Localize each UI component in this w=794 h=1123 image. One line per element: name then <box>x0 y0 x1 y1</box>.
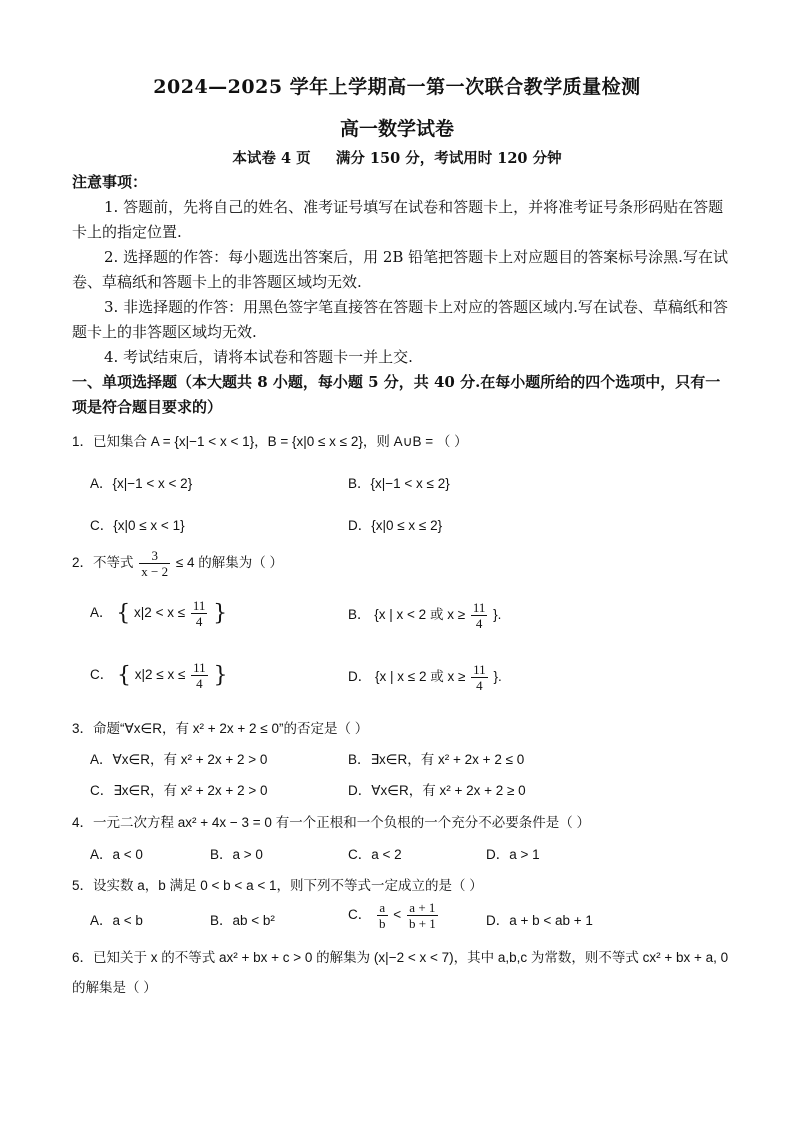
q5-c-label: C． <box>348 907 372 923</box>
q2-d-close: }. <box>493 669 502 685</box>
exam-subtitle: 高一数学试卷 <box>339 118 454 140</box>
q5-c-fraction-1 <box>377 900 388 931</box>
q2-b-num: 11 <box>472 600 486 615</box>
q2-option-c <box>90 660 227 691</box>
question-1-stem: 1．已知集合 A = {x|−1 < x < 1}，B = {x|0 ≤ x ≤ 2}，则 A∪B = （ ） <box>72 434 468 449</box>
q2-stem-numerator: 3 <box>139 548 170 564</box>
q5-c-lt: < <box>393 907 402 923</box>
q5-c-den-1: b <box>379 916 386 931</box>
section-heading: 一、单项选择题（本大题共 8 小题，每小题 5 分，共 40 分.在每小题所给的四个选项中，只有一项是符合题目要求的） <box>72 373 721 416</box>
q2-stem-post: ≤ 4 的解集为（ ） <box>175 555 284 571</box>
q4-option-b: B．a > 0 <box>210 847 263 862</box>
q5-c-num-2: a + 1 <box>407 900 438 916</box>
q4-option-a: A．a < 0 <box>90 847 143 862</box>
q3-option-c: C．∃x∈R，有 x² + 2x + 2 > 0 <box>90 783 268 798</box>
q2-d-num: 11 <box>473 662 486 677</box>
q5-option-b: B．ab < b² <box>210 913 275 928</box>
q2-d-fraction <box>471 662 488 693</box>
q2-a-brace-open: { <box>116 601 131 626</box>
notes-heading: 注意事项： <box>72 173 148 191</box>
q2-c-num: 11 <box>193 660 206 675</box>
q2-a-num: 11 <box>192 598 206 613</box>
q2-b-label: B． <box>348 607 371 623</box>
q2-d-label: D． <box>348 669 372 685</box>
q2-stem-fraction <box>139 548 170 579</box>
q4-option-d: D．a > 1 <box>486 847 540 862</box>
q2-c-brace-close: } <box>213 663 228 688</box>
q2-d-text: {x | x ≤ 2 或 x ≥ <box>375 669 466 685</box>
q2-a-fraction <box>191 598 208 629</box>
question-4-stem: 4．一元二次方程 ax² + 4x − 3 = 0 有一个正根和一个负根的一个充分不必要条件是（ ） <box>72 815 590 830</box>
question-3-stem: 3．命题“∀x∈R，有 x² + 2x + 2 ≤ 0”的否定是（ ） <box>72 721 369 736</box>
note-item-2: 2. 选择题的作答：每小题选出答案后，用 2B 铅笔把答题卡上对应题目的答案标号涂黑.写在试卷、草稿纸和答题卡上的非答题区域均无效. <box>72 248 728 291</box>
q2-b-den: 4 <box>475 616 483 631</box>
q1-option-b: B．{x|−1 < x ≤ 2} <box>348 476 450 491</box>
q2-stem-denominator: x − 2 <box>141 564 169 579</box>
q5-option-d: D．a + b < ab + 1 <box>486 913 593 928</box>
question-5-stem: 5．设实数 a，b 满足 0 < b < a < 1，则下列不等式一定成立的是（ ） <box>72 878 483 893</box>
q5-option-c <box>348 900 440 931</box>
q1-option-a: A．{x|−1 < x < 2} <box>90 476 193 491</box>
q2-b-text: {x | x < 2 或 x ≥ <box>374 607 466 623</box>
question-2-stem <box>72 548 283 579</box>
q5-c-fraction-2 <box>407 900 438 931</box>
q1-option-d: D．{x|0 ≤ x ≤ 2} <box>348 518 443 533</box>
q3-option-b: B．∃x∈R，有 x² + 2x + 2 ≤ 0 <box>348 752 525 767</box>
note-item-4: 4. 考试结束后，请将本试卷和答题卡一并上交. <box>104 348 413 366</box>
q2-b-close: }. <box>493 607 502 623</box>
q2-c-fraction <box>191 660 208 691</box>
q2-d-den: 4 <box>476 678 483 693</box>
q2-stem-pre: 2．不等式 <box>72 555 134 571</box>
q4-option-c: C．a < 2 <box>348 847 402 862</box>
q5-c-num-1: a <box>377 900 388 916</box>
q3-option-d: D．∀x∈R，有 x² + 2x + 2 ≥ 0 <box>348 783 526 798</box>
q2-a-brace-close: } <box>213 601 228 626</box>
q2-a-den: 4 <box>195 614 203 629</box>
q2-c-brace-open: { <box>117 663 132 688</box>
q2-c-text: x|2 ≤ x ≤ <box>134 667 186 683</box>
exam-info: 本试卷 4 页 满分 150 分，考试用时 120 分钟 <box>232 150 562 167</box>
question-6-line-1: 6．已知关于 x 的不等式 ax² + bx + c > 0 的解集为 (x|−2 < x < 7)，其中 a,b,c 为常数，则不等式 cx² + bx + a, 0 <box>72 950 729 965</box>
q2-a-text: x|2 < x ≤ <box>134 605 186 621</box>
exam-title: 2024—2025 学年上学期高一第一次联合教学质量检测 <box>153 76 641 98</box>
q2-c-den: 4 <box>196 676 203 691</box>
q2-option-a <box>90 598 227 629</box>
note-item-1: 1. 答题前，先将自己的姓名、准考证号填写在试卷和答题卡上，并将准考证号条形码贴在答题卡上的指定位置. <box>72 198 724 241</box>
question-6-line-2: 的解集是（ ） <box>72 980 157 995</box>
q2-option-d <box>348 662 502 693</box>
q3-option-a: A．∀x∈R，有 x² + 2x + 2 > 0 <box>90 752 268 767</box>
q2-b-fraction <box>471 600 488 631</box>
q2-option-b <box>348 600 501 631</box>
q2-a-label: A． <box>90 605 113 621</box>
note-item-3: 3. 非选择题的作答：用黑色签字笔直接答在答题卡上对应的答题区域内.写在试卷、草稿纸和答题卡上的非答题区域均无效. <box>72 298 728 341</box>
q1-option-c: C．{x|0 ≤ x < 1} <box>90 518 185 533</box>
q5-option-a: A．a < b <box>90 913 143 928</box>
q2-c-label: C． <box>90 667 114 683</box>
q5-c-den-2: b + 1 <box>408 916 436 931</box>
